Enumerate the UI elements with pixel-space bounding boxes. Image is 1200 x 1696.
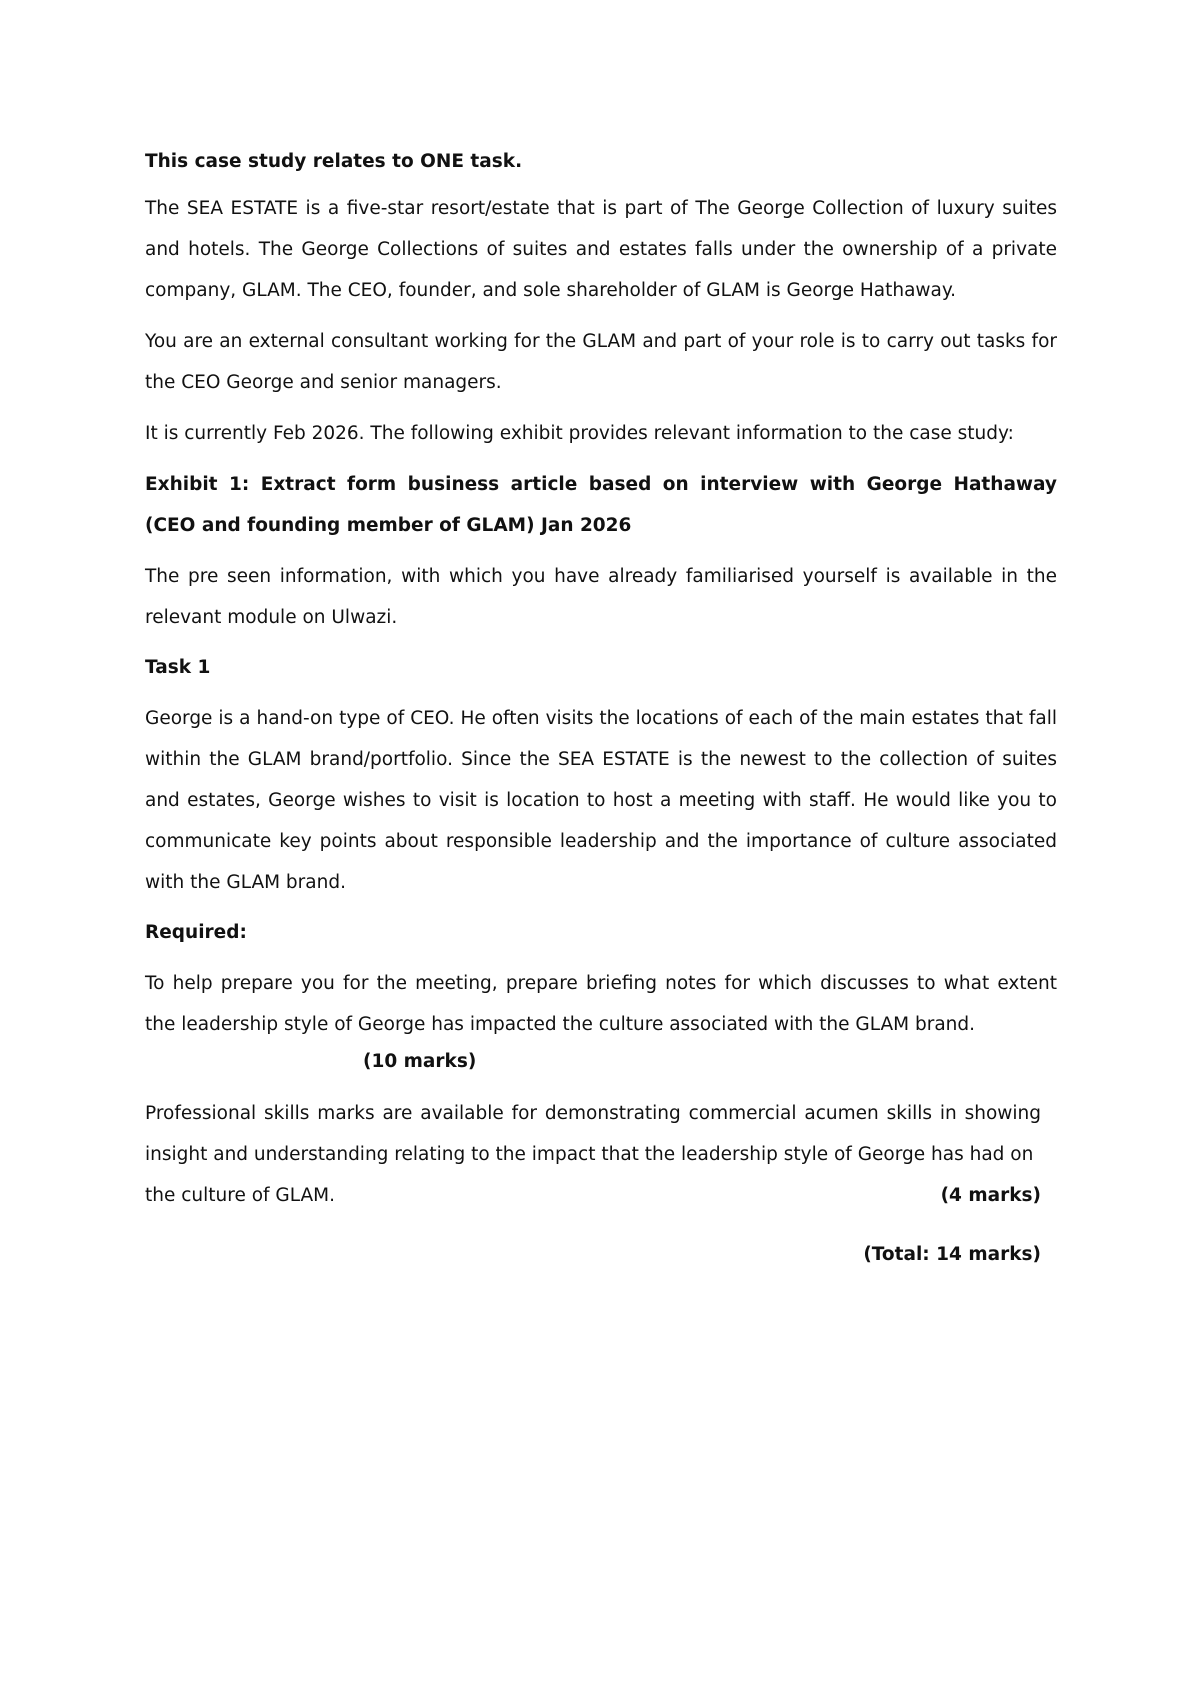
paragraph-pre-seen-info: The pre seen information, with which you have already familiarised yourself is available in the relevant module on Ulwazi. [145, 566, 1057, 628]
required-heading: Required: [145, 922, 247, 943]
document-body [145, 146, 1057, 1291]
paragraph-current-date: It is currently Feb 2026. The following exhibit provides relevant information to the case study: [145, 423, 1014, 444]
paragraph-professional-skills: Professional skills marks are available for demonstrating commercial acumen skills in showing insight and understanding relating to the impact that the leadership style of George has had on [145, 1103, 1041, 1165]
paragraph-resort-description: The SEA ESTATE is a five-star resort/estate that is part of The George Collection of luxury suites and hotels. The George Collections of suites and estates falls under the ownership of a private company, GLAM. The CEO, founder, and sole shareholder of GLAM is George Hathaway. [145, 198, 1057, 301]
task-heading: Task 1 [145, 657, 211, 678]
professional-skills-last-line [145, 1175, 1041, 1216]
intro-heading: This case study relates to ONE task. [145, 151, 523, 172]
marks-4-label: (4 marks) [940, 1185, 1041, 1206]
marks-10-label: (10 marks) [363, 1051, 477, 1072]
paragraph-required: To help prepare you for the meeting, prepare briefing notes for which discusses to what extent the leadership style of George has impacted the culture associated with the GLAM brand. [145, 973, 1057, 1035]
paragraph-task-description: George is a hand-on type of CEO. He often visits the locations of each of the main estates that fall within the GLAM brand/portfolio. Since the SEA ESTATE is the newest to the collection of suites and estates, George wishes to visit is location to host a meeting with staff. He would like you to communicate key points about responsible leadership and the importance of culture associated with the GLAM brand. [145, 708, 1057, 893]
exhibit-heading: Exhibit 1: Extract form business article based on interview with George Hathaway (CEO and founding member of GLAM) Jan 2026 [145, 474, 1057, 536]
paragraph-consultant-role: You are an external consultant working for the GLAM and part of your role is to carry out tasks for the CEO George and senior managers. [145, 331, 1057, 393]
professional-skills-last-text: the culture of GLAM. [145, 1185, 335, 1206]
total-marks-label: (Total: 14 marks) [863, 1244, 1041, 1265]
